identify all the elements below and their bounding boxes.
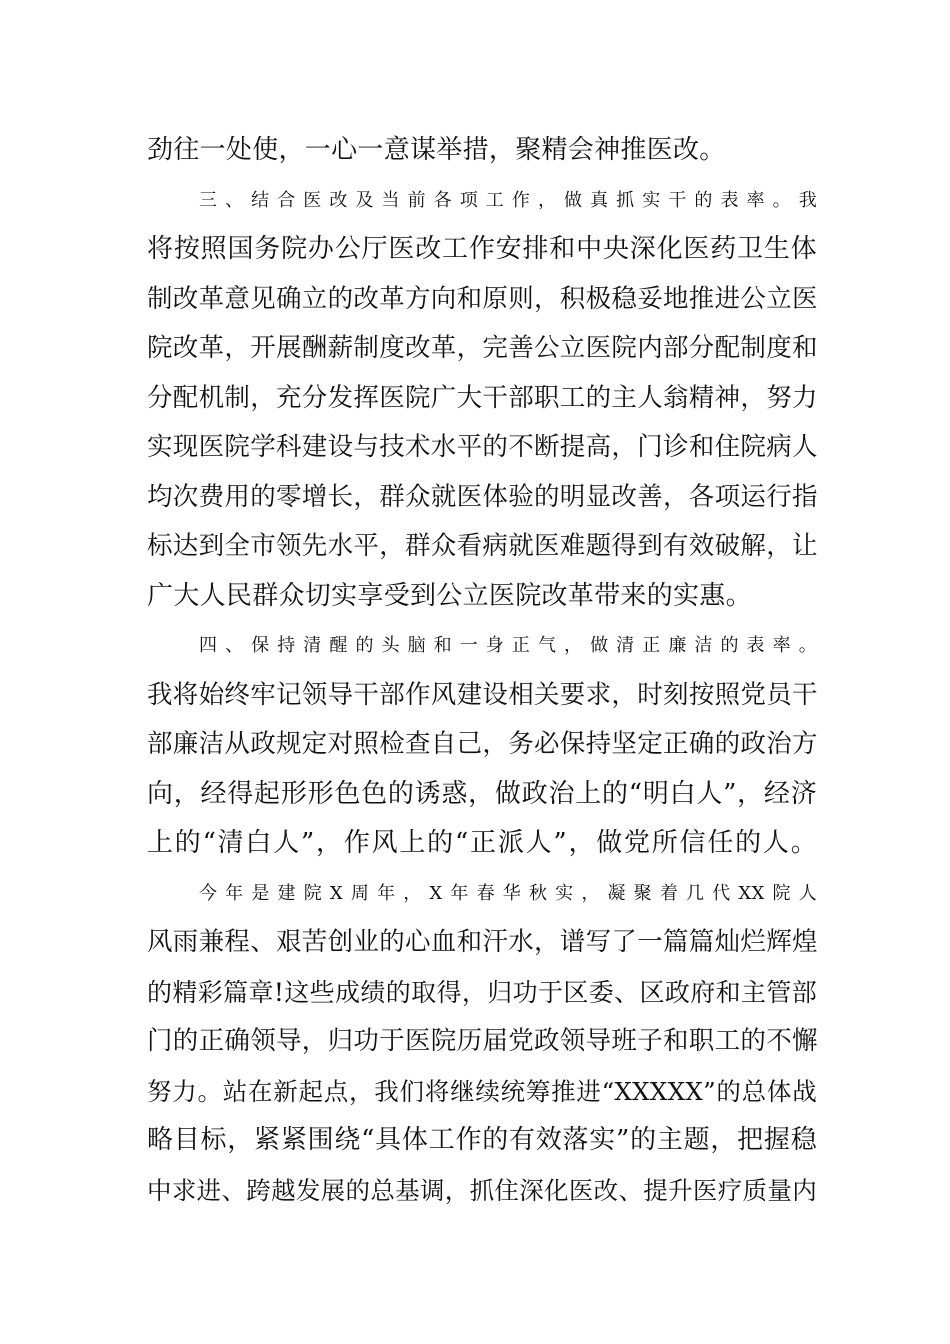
text-line: 将按照国务院办公厅医改工作安排和中央深化医药卫生体 bbox=[147, 234, 817, 264]
text-line: 分配机制，充分发挥医院广大干部职工的主人翁精神，努力 bbox=[147, 382, 818, 413]
text-line: 院改革，开展酬薪制度改革，完善公立医院内部分配制度和 bbox=[147, 333, 818, 363]
text-line: 的精彩篇章!这些成绩的取得，归功于区委、区政府和主管部 bbox=[147, 977, 817, 1007]
text-line: 风雨兼程、艰苦创业的心血和汗水，谱写了一篇篇灿烂辉煌 bbox=[147, 927, 818, 957]
text-line: 门的正确领导，归功于医院历届党政领导班子和职工的不懈 bbox=[147, 1026, 818, 1056]
text-line: 向，经得起形形色色的诱惑，做政治上的“明白人”，经济 bbox=[147, 778, 817, 809]
text-line: 努力。站在新起点，我们将继续统筹推进“XXXXX”的总体战 bbox=[147, 1076, 817, 1106]
text-line: 中求进、跨越发展的总基调，抓住深化医改、提升医疗质量内 bbox=[147, 1175, 817, 1205]
text-line: 上的“清白人”，作风上的“正派人”，做党所信任的人。 bbox=[147, 828, 817, 858]
text-line: 劲往一处使，一心一意谋举措，聚精会神推医改。 bbox=[147, 135, 726, 165]
text-line: 标达到全市领先水平，群众看病就医难题得到有效破解，让 bbox=[147, 531, 818, 561]
text-line: 今年是建院X周年，X年春华秋实，凝聚着几代XX院人 bbox=[199, 882, 817, 904]
text-line: 我将始终牢记领导干部作风建设相关要求，时刻按照党员干 bbox=[147, 679, 818, 710]
text-line: 四、保持清醒的头脑和一身正气，做清正廉洁的表率。 bbox=[199, 635, 817, 656]
text-line: 广大人民群众切实享受到公立医院改革带来的实惠。 bbox=[147, 580, 752, 611]
text-line: 部廉洁从政规定对照检查自己，务必保持坚定正确的政治方 bbox=[147, 729, 818, 759]
text-line: 制改革意见确立的改革方向和原则，积极稳妥地推进公立医 bbox=[147, 283, 818, 314]
text-line: 三、结合医改及当前各项工作，做真抓实干的表率。我 bbox=[199, 189, 817, 211]
text-line: 实现医院学科建设与技术水平的不断提高，门诊和住院病人 bbox=[147, 432, 818, 462]
text-line: 略目标，紧紧围绕“具体工作的有效落实”的主题，把握稳 bbox=[147, 1125, 817, 1155]
document-body bbox=[147, 126, 817, 1215]
text-line: 均次费用的零增长，群众就医体验的明显改善，各项运行指 bbox=[147, 481, 818, 512]
